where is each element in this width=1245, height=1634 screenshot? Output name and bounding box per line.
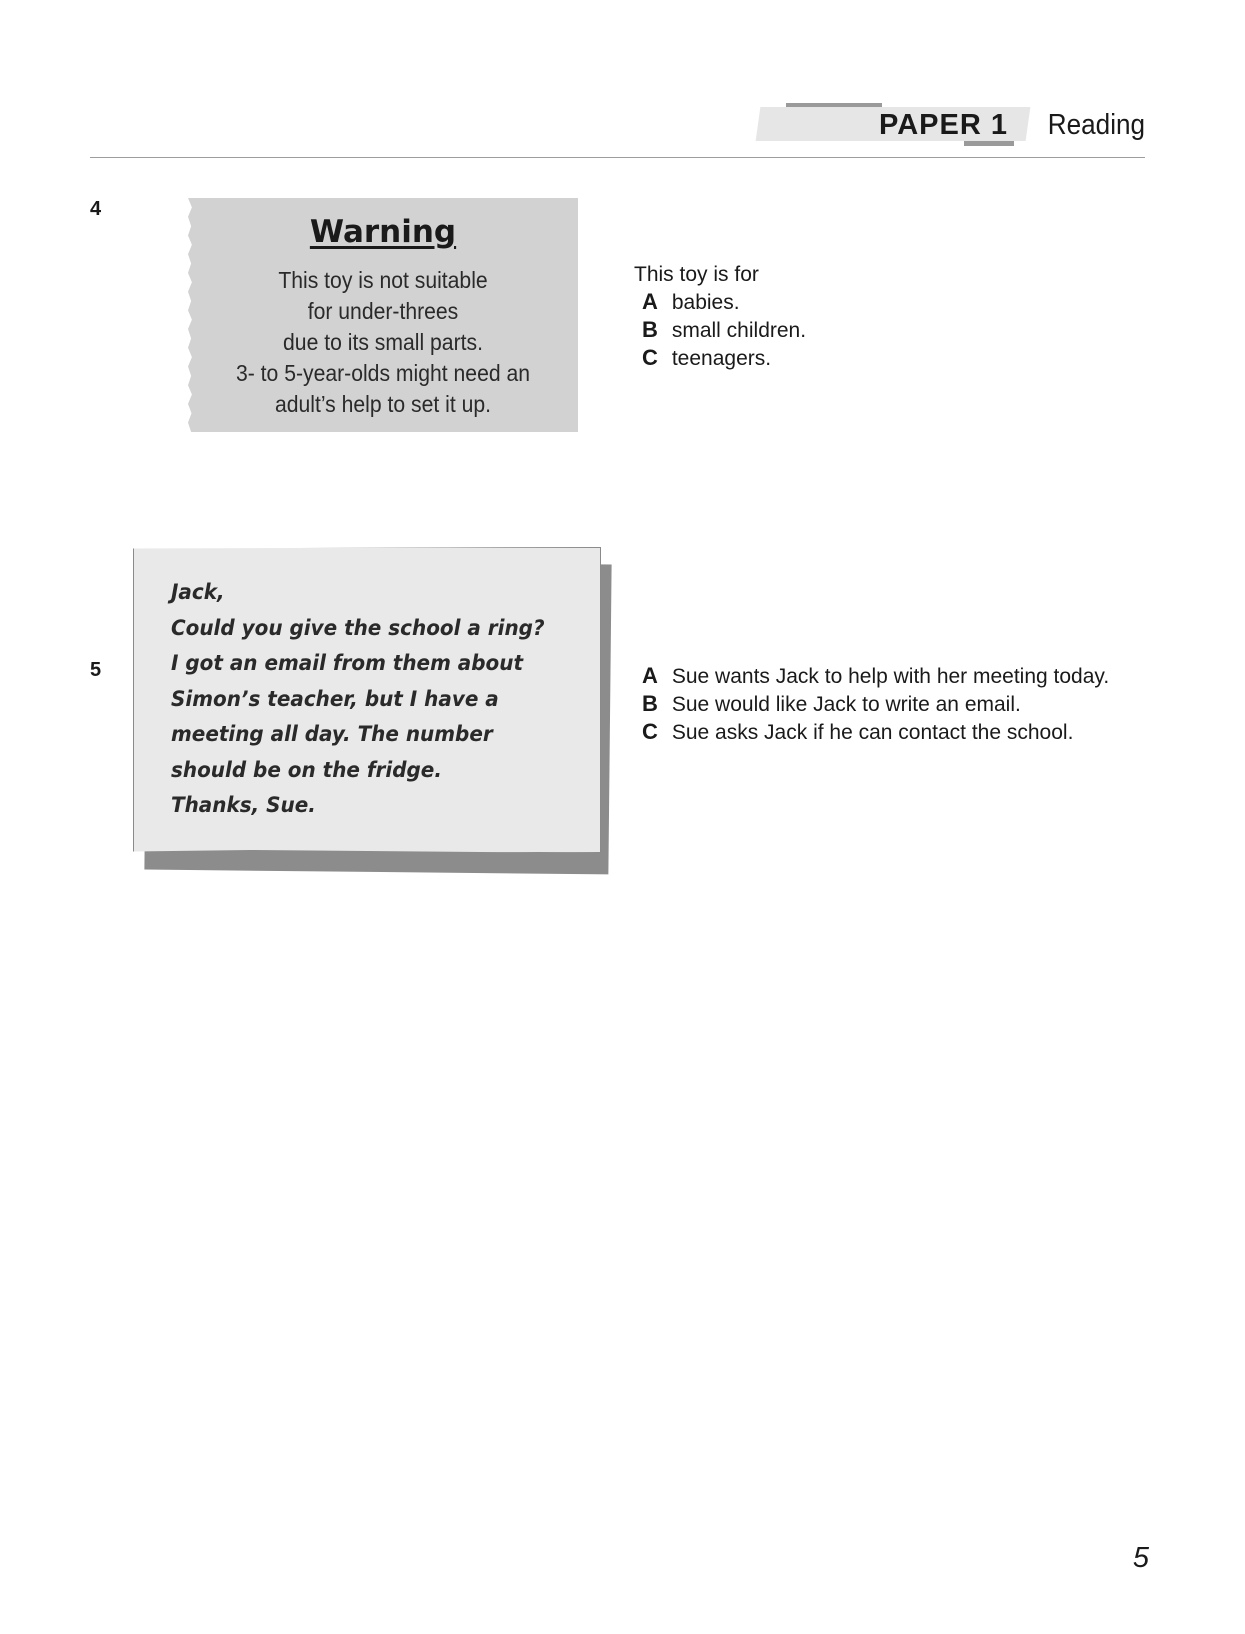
note-line: Simon’s teacher, but I have a	[171, 686, 499, 711]
notice-line: adult’s help to set it up.	[274, 391, 492, 417]
option-text: Sue would like Jack to write an email.	[671, 693, 1021, 716]
notice-line: 3- to 5-year-olds might need an	[235, 360, 531, 386]
option-letter: B	[642, 691, 658, 716]
option-5c[interactable]	[634, 718, 1109, 746]
paper-label: PAPER 1	[879, 109, 1008, 141]
note-line: meeting all day. The number	[171, 722, 493, 746]
note-line: Could you give the school a ring?	[171, 615, 545, 640]
note-line: should be on the fridge.	[171, 757, 442, 782]
question-4-options	[634, 261, 806, 372]
question-4-stem: This toy is for	[634, 263, 759, 286]
question-number-4: 4	[90, 198, 102, 220]
option-letter: A	[642, 289, 658, 314]
notice-line: due to its small parts.	[283, 329, 483, 355]
section-label: Reading	[1047, 109, 1145, 141]
warning-notice-title: Warning	[309, 214, 457, 250]
notice-line: This toy is not suitable	[278, 267, 488, 293]
question-number-5: 5	[90, 659, 102, 681]
question-5-options	[634, 662, 1109, 746]
note-text	[171, 575, 591, 824]
option-letter: B	[642, 317, 658, 342]
note-line: I got an email from them about	[171, 651, 524, 675]
option-5a[interactable]	[634, 662, 1109, 690]
option-text: small children.	[671, 319, 807, 342]
option-letter: A	[642, 663, 658, 688]
option-5b[interactable]	[634, 690, 1109, 718]
notice-line: for under-threes	[307, 298, 459, 324]
page-number: 5	[1132, 1542, 1149, 1574]
option-4b[interactable]	[634, 316, 806, 344]
option-text: babies.	[671, 291, 740, 314]
note-line: Thanks, Sue.	[171, 793, 316, 817]
warning-notice-text	[188, 265, 578, 420]
option-4c[interactable]	[634, 344, 806, 372]
option-text: Sue wants Jack to help with her meeting today.	[671, 665, 1110, 688]
option-letter: C	[642, 719, 658, 744]
option-4a[interactable]	[634, 288, 806, 316]
option-text: Sue asks Jack if he can contact the school.	[671, 721, 1074, 744]
header-rule	[90, 157, 1145, 158]
option-letter: C	[642, 345, 658, 370]
option-text: teenagers.	[671, 347, 772, 370]
note-line: Jack,	[171, 580, 225, 604]
